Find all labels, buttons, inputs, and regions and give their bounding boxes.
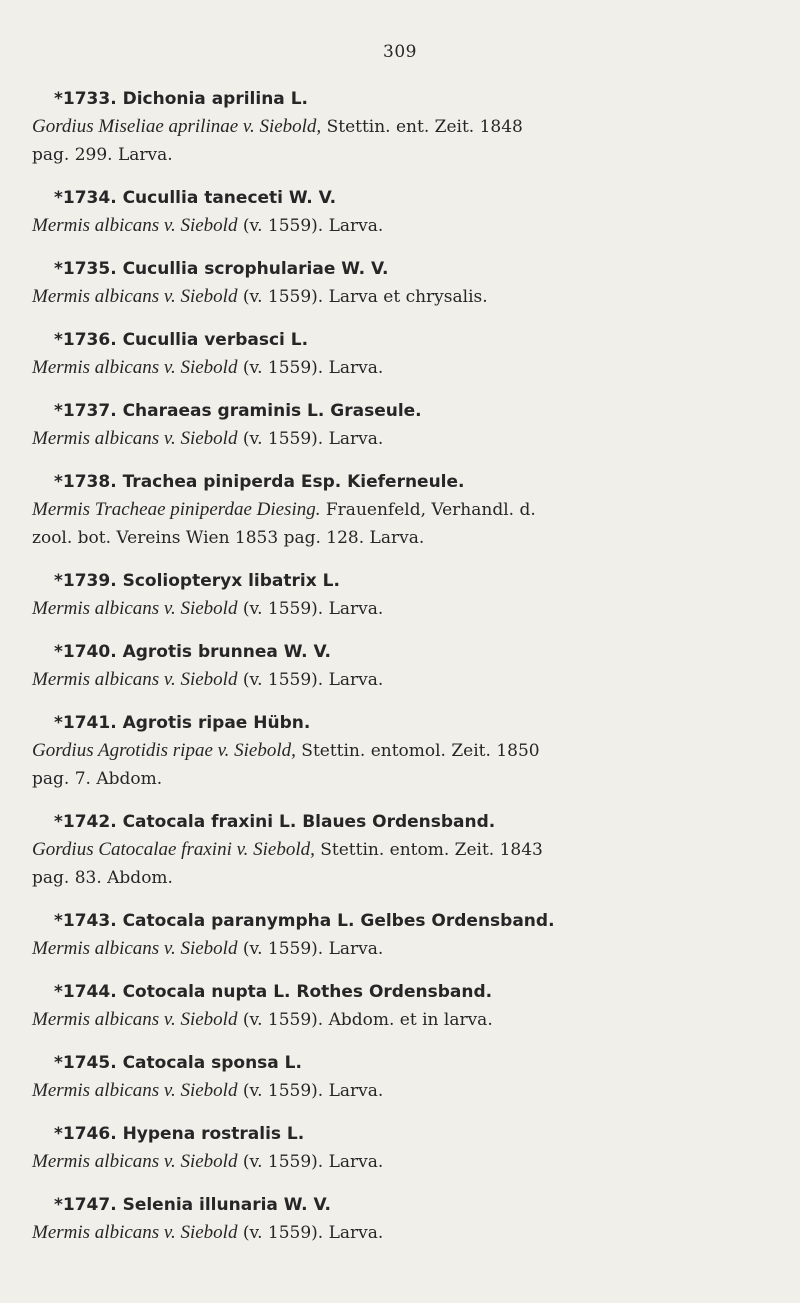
entry-1743 [32, 907, 792, 963]
entry-heading: *1743. Catocala paranympha L. Gelbes Ordensband. [54, 911, 555, 931]
entry-1739 [32, 567, 792, 623]
entry-reference [32, 354, 792, 382]
entry-heading: *1740. Agrotis brunnea W. V. [54, 642, 331, 662]
entry-heading: *1741. Agrotis ripae Hübn. [54, 713, 311, 733]
entry-reference [32, 666, 792, 694]
entry-heading: *1735. Cucullia scrophulariae W. V. [54, 259, 389, 279]
citation-continued: zool. bot. Vereins Wien 1853 pag. 128. Larva. [32, 528, 425, 548]
entry-heading: *1742. Catocala fraxini L. Blaues Ordensband. [54, 812, 496, 832]
entry-reference [32, 283, 792, 311]
citation: (v. 1559). Larva. [237, 939, 384, 959]
citation-continued: pag. 7. Abdom. [32, 769, 163, 789]
entry-heading: *1744. Cotocala nupta L. Rothes Ordensband. [54, 982, 493, 1002]
parasite-name: Mermis albicans v. Siebold [32, 357, 238, 378]
entry-reference [32, 212, 792, 240]
entry-1740 [32, 638, 792, 694]
citation: (v. 1559). Larva. [237, 599, 384, 619]
entry-list [32, 85, 792, 1262]
entry-reference [32, 425, 792, 453]
entry-heading: *1737. Charaeas graminis L. Graseule. [54, 401, 422, 421]
entry-heading: *1747. Selenia illunaria W. V. [54, 1195, 331, 1215]
citation-continued: pag. 299. Larva. [32, 145, 173, 165]
citation: (v. 1559). Larva. [237, 1081, 384, 1101]
entry-1746 [32, 1120, 792, 1176]
entry-1738 [32, 468, 792, 552]
citation: (v. 1559). Larva. [237, 1223, 384, 1243]
parasite-name: Mermis albicans v. Siebold [32, 598, 238, 619]
parasite-name: Mermis albicans v. Siebold [32, 286, 238, 307]
entry-1733 [32, 85, 792, 169]
citation: Stettin. entomol. Zeit. 1850 [295, 741, 540, 761]
entry-reference [32, 1077, 792, 1105]
citation: (v. 1559). Larva. [237, 1152, 384, 1172]
entry-reference [32, 836, 792, 892]
entry-heading: *1738. Trachea piniperda Esp. Kieferneule. [54, 472, 465, 492]
entry-heading: *1745. Catocala sponsa L. [54, 1053, 302, 1073]
parasite-name: Gordius Miseliae aprilinae v. Siebold, [32, 116, 322, 137]
entry-heading: *1736. Cucullia verbasci L. [54, 330, 309, 350]
page-number: 309 [383, 42, 417, 62]
citation: Stettin. entom. Zeit. 1843 [314, 840, 543, 860]
citation-continued: pag. 83. Abdom. [32, 868, 173, 888]
entry-reference [32, 496, 792, 552]
entry-reference [32, 113, 792, 169]
entry-reference [32, 595, 792, 623]
entry-reference [32, 1148, 792, 1176]
citation: Frauenfeld, Verhandl. d. [320, 500, 536, 520]
entry-1734 [32, 184, 792, 240]
entry-1736 [32, 326, 792, 382]
parasite-name: Gordius Catocalae fraxini v. Siebold, [32, 839, 315, 860]
citation: (v. 1559). Larva. [237, 670, 384, 690]
entry-1747 [32, 1191, 792, 1247]
entry-heading: *1734. Cucullia taneceti W. V. [54, 188, 337, 208]
parasite-name: Mermis albicans v. Siebold [32, 669, 238, 690]
entry-reference [32, 1006, 792, 1034]
entry-1735 [32, 255, 792, 311]
parasite-name: Gordius Agrotidis ripae v. Siebold, [32, 740, 296, 761]
citation: (v. 1559). Larva. [237, 216, 384, 236]
parasite-name: Mermis albicans v. Siebold [32, 1080, 238, 1101]
entry-reference [32, 737, 792, 793]
parasite-name: Mermis albicans v. Siebold [32, 1151, 238, 1172]
entry-heading: *1746. Hypena rostralis L. [54, 1124, 305, 1144]
parasite-name: Mermis albicans v. Siebold [32, 1009, 238, 1030]
citation: (v. 1559). Larva et chrysalis. [237, 287, 488, 307]
entry-1745 [32, 1049, 792, 1105]
entry-heading: *1733. Dichonia aprilina L. [54, 89, 308, 109]
citation: (v. 1559). Larva. [237, 429, 384, 449]
citation: Stettin. ent. Zeit. 1848 [321, 117, 523, 137]
citation: (v. 1559). Larva. [237, 358, 384, 378]
entry-1742 [32, 808, 792, 892]
entry-heading: *1739. Scoliopteryx libatrix L. [54, 571, 340, 591]
entry-reference [32, 935, 792, 963]
entry-reference [32, 1219, 792, 1247]
citation: (v. 1559). Abdom. et in larva. [237, 1010, 493, 1030]
parasite-name: Mermis Tracheae piniperdae Diesing. [32, 499, 321, 520]
entry-1744 [32, 978, 792, 1034]
parasite-name: Mermis albicans v. Siebold [32, 1222, 238, 1243]
parasite-name: Mermis albicans v. Siebold [32, 428, 238, 449]
entry-1737 [32, 397, 792, 453]
parasite-name: Mermis albicans v. Siebold [32, 215, 238, 236]
parasite-name: Mermis albicans v. Siebold [32, 938, 238, 959]
entry-1741 [32, 709, 792, 793]
